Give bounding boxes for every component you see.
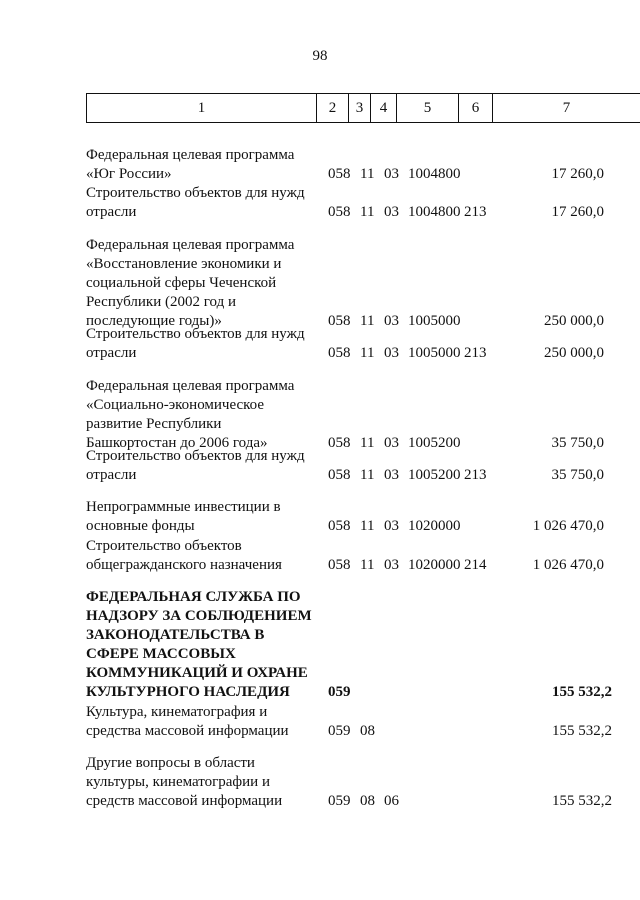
- code-rz: 11: [360, 204, 375, 220]
- code-ved: 058: [328, 313, 351, 329]
- table-row: [86, 588, 640, 702]
- code-ved: 059: [328, 793, 351, 809]
- row-name: Строительство объектов для нужд отрасли: [86, 448, 305, 483]
- amount: 155 532,2: [552, 793, 612, 809]
- code-pr: 03: [384, 204, 399, 220]
- code-rz: 11: [360, 467, 375, 483]
- header-col-4: 4: [370, 94, 396, 122]
- row-name: Другие вопросы в области культуры, кинематографии и средств массовой информации: [86, 755, 283, 809]
- table-row: [86, 184, 640, 222]
- code-rz: 08: [360, 793, 375, 809]
- code-ved: 058: [328, 467, 351, 483]
- code-csr: 1020000: [408, 518, 461, 534]
- header-col-5: 5: [396, 94, 458, 122]
- table-row: [86, 498, 640, 536]
- amount: 1 026 470,0: [532, 557, 604, 573]
- table-row: [86, 236, 640, 331]
- header-col-3: 3: [348, 94, 370, 122]
- amount: 35 750,0: [551, 467, 604, 483]
- amount: 1 026 470,0: [532, 518, 604, 534]
- code-pr: 03: [384, 557, 399, 573]
- code-ved: 059: [328, 723, 351, 739]
- code-ved: 059: [328, 684, 351, 700]
- code-csr: 1004800: [408, 166, 461, 182]
- code-pr: 03: [384, 435, 399, 451]
- code-rz: 11: [360, 557, 375, 573]
- code-pr: 03: [384, 518, 399, 534]
- code-ved: 058: [328, 518, 351, 534]
- table-row: [86, 537, 640, 575]
- code-vr: 214: [464, 557, 487, 573]
- code-vr: 213: [464, 467, 487, 483]
- code-ved: 058: [328, 557, 351, 573]
- code-vr: 213: [464, 345, 487, 361]
- header-col-7: 7: [492, 94, 640, 122]
- amount: 17 260,0: [551, 166, 604, 182]
- code-ved: 058: [328, 345, 351, 361]
- amount: 17 260,0: [551, 204, 604, 220]
- code-pr: 03: [384, 345, 399, 361]
- page-number: 98: [312, 48, 328, 64]
- row-name: Строительство объектов для нужд отрасли: [86, 326, 305, 361]
- code-vr: 213: [464, 204, 487, 220]
- code-pr: 03: [384, 313, 399, 329]
- amount: 155 532,2: [552, 684, 612, 700]
- code-csr: 1005000: [408, 345, 461, 361]
- code-rz: 08: [360, 723, 375, 739]
- header-col-6: 6: [458, 94, 492, 122]
- row-name: Федеральная целевая программа «Социально-экономическое развитие Республики Башкортостан до 2006 года»: [86, 378, 295, 451]
- code-ved: 058: [328, 166, 351, 182]
- row-name: ФЕДЕРАЛЬНАЯ СЛУЖБА ПО НАДЗОРУ ЗА СОБЛЮДЕНИЕМ ЗАКОНОДАТЕЛЬСТВА В СФЕРЕ МАССОВЫХ КОММУНИКАЦИЙ И ОХРАНЕ КУЛЬТУРНОГО НАСЛЕДИЯ: [86, 589, 312, 700]
- row-name: Непрограммные инвестиции в основные фонды: [86, 499, 281, 534]
- code-pr: 03: [384, 467, 399, 483]
- row-name: Федеральная целевая программа «Юг России»: [86, 147, 295, 182]
- code-csr: 1004800: [408, 204, 461, 220]
- table-row: [86, 146, 640, 184]
- amount: 250 000,0: [544, 345, 604, 361]
- row-name: Строительство объектов общегражданского назначения: [86, 538, 282, 573]
- code-ved: 058: [328, 204, 351, 220]
- table-row: [86, 754, 640, 811]
- row-name: Федеральная целевая программа «Восстановление экономики и социальной сферы Чеченской Республики (2002 год и последующие годы)»: [86, 237, 295, 329]
- code-rz: 11: [360, 518, 375, 534]
- code-rz: 11: [360, 313, 375, 329]
- table-row: [86, 447, 640, 485]
- amount: 250 000,0: [544, 313, 604, 329]
- code-csr: 1020000: [408, 557, 461, 573]
- header-col-1: 1: [86, 94, 316, 122]
- row-name: Культура, кинематография и средства массовой информации: [86, 704, 289, 739]
- code-pr: 03: [384, 166, 399, 182]
- code-ved: 058: [328, 435, 351, 451]
- table-row: [86, 703, 640, 741]
- code-rz: 11: [360, 435, 375, 451]
- table-header: [86, 93, 640, 123]
- code-rz: 11: [360, 166, 375, 182]
- code-pr: 06: [384, 793, 399, 809]
- code-csr: 1005200: [408, 467, 461, 483]
- header-col-2: 2: [316, 94, 348, 122]
- table-row: [86, 377, 640, 453]
- code-csr: 1005000: [408, 313, 461, 329]
- code-rz: 11: [360, 345, 375, 361]
- row-name: Строительство объектов для нужд отрасли: [86, 185, 305, 220]
- amount: 35 750,0: [551, 435, 604, 451]
- table-row: [86, 325, 640, 363]
- code-csr: 1005200: [408, 435, 461, 451]
- amount: 155 532,2: [552, 723, 612, 739]
